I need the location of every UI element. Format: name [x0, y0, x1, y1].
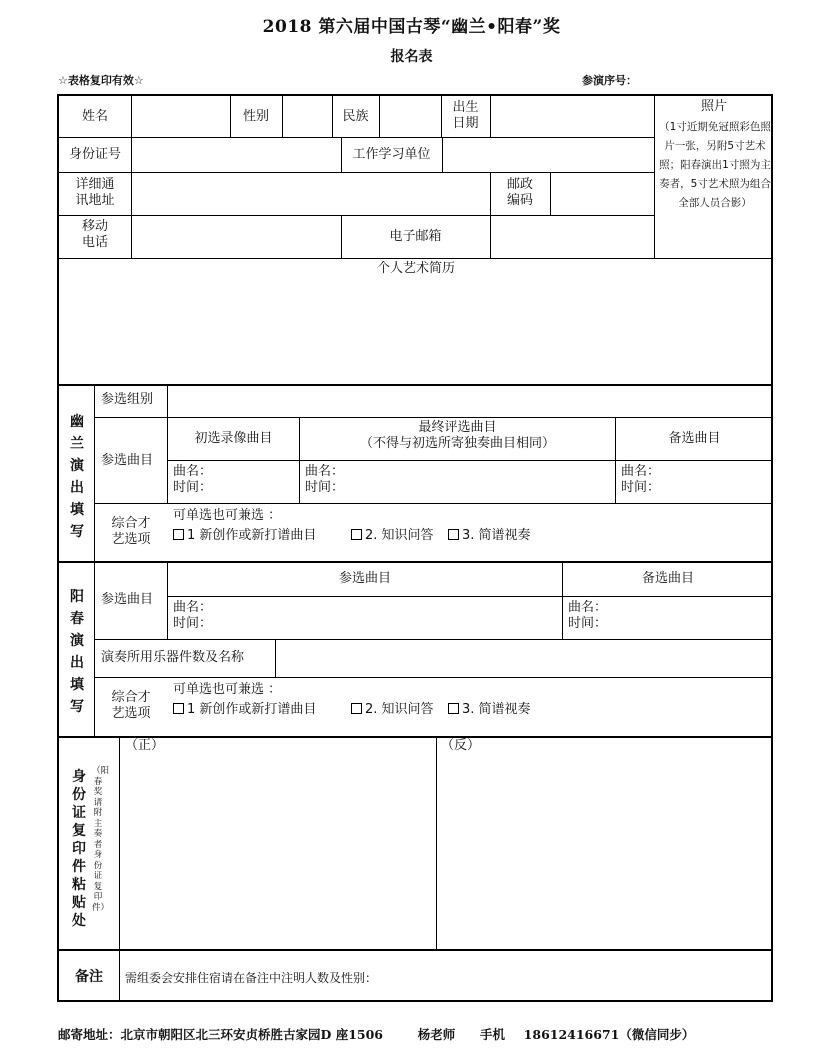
instruments-label: 演奏所用乐器件数及名称 — [101, 650, 245, 665]
id-copy-note: （阳春奖请附主奏者身份证复印件） — [92, 766, 110, 913]
form-title: 2018 第六届中国古琴“幽兰•阳春”奖 — [262, 17, 561, 37]
name-field[interactable] — [132, 96, 230, 137]
checkbox-icon — [448, 529, 459, 540]
contact-person: 杨老师 — [417, 1027, 456, 1042]
id-front-label: （正） — [125, 738, 165, 753]
form-subtitle: 报名表 — [390, 49, 433, 65]
remarks-label: 备注 — [75, 969, 103, 985]
resume-label: 个人艺术简历 — [376, 261, 455, 276]
youlan-final-header: 最终评选曲目 （不得与初选所寄独奏曲目相同） — [359, 420, 555, 451]
youlan-option-quiz[interactable]: 2. 知识问答 — [351, 528, 434, 544]
yangchun-chosen-song[interactable]: 曲名： 时间： — [173, 600, 213, 631]
yangchun-talent-hint: 可单选也可兼选 ： — [173, 682, 282, 697]
youlan-backup-song[interactable]: 曲名： 时间： — [621, 464, 661, 495]
youlan-final-song[interactable]: 曲名： 时间： — [305, 464, 345, 495]
phone-label: 手机 — [479, 1027, 505, 1042]
photo-note: （1寸近期免冠照彩色照片一张，另附5寸艺术照；阳春演出1寸照为主奏者，5寸艺术照为组合全部人员合影） — [659, 121, 771, 209]
remarks-field[interactable] — [120, 988, 773, 1002]
registration-form — [57, 94, 773, 1002]
email-field[interactable] — [491, 216, 654, 258]
resume-field[interactable] — [59, 278, 773, 384]
work-unit-field[interactable] — [443, 138, 654, 172]
mailing-address: 邮寄地址：北京市朝阳区北三环安贞桥胜古家园D 座1506 — [58, 1027, 383, 1042]
mobile-label: 移动 电话 — [81, 219, 108, 250]
checkbox-icon — [173, 703, 184, 714]
postal-code-field[interactable] — [551, 173, 654, 215]
instruments-field[interactable] — [276, 640, 773, 677]
mobile-field[interactable] — [132, 216, 341, 258]
id-front-paste-area[interactable] — [120, 756, 436, 949]
youlan-backup-header: 备选曲目 — [668, 431, 721, 446]
yangchun-option-new-composition[interactable]: 1 新创作或新打谱曲目 — [173, 702, 316, 718]
phone-number: 18612416671（微信同步） — [523, 1027, 695, 1042]
address-field[interactable] — [132, 173, 490, 215]
yangchun-option-quiz[interactable]: 2. 知识问答 — [351, 702, 434, 718]
yangchun-option-sight-reading[interactable]: 3. 简谱视奏 — [448, 702, 531, 718]
youlan-option-sight-reading[interactable]: 3. 简谱视奏 — [448, 528, 531, 544]
yangchun-chosen-header: 参选曲目 — [338, 571, 391, 586]
youlan-talent-hint: 可单选也可兼选 ： — [173, 508, 282, 523]
youlan-group-label: 参选组别 — [101, 392, 154, 407]
id-number-label: 身份证号 — [68, 147, 121, 162]
photo-title: 照片 — [700, 99, 727, 114]
yangchun-pieces-label: 参选曲目 — [101, 592, 154, 607]
youlan-option-new-composition[interactable]: 1 新创作或新打谱曲目 — [173, 528, 316, 544]
birth-date-label: 出生 日期 — [452, 100, 479, 131]
name-label: 姓名 — [81, 109, 108, 124]
remarks-instruction: 需组委会安排住宿请在备注中注明人数及性别： — [125, 971, 378, 985]
id-number-field[interactable] — [132, 138, 341, 172]
address-label: 详细通 讯地址 — [75, 177, 115, 208]
mailing-footer — [58, 1025, 694, 1043]
youlan-talent-label: 综合才 艺选项 — [111, 516, 151, 547]
id-back-paste-area[interactable] — [437, 756, 773, 949]
youlan-section-label: 幽兰演出填写 — [70, 414, 84, 540]
performance-order-label: 参演序号： — [582, 74, 637, 87]
id-back-label: （反） — [441, 738, 481, 753]
youlan-pieces-label: 参选曲目 — [101, 453, 154, 468]
ethnicity-field[interactable] — [380, 96, 441, 137]
yangchun-backup-header: 备选曲目 — [641, 571, 694, 586]
yangchun-section-label: 阳春演出填写 — [70, 589, 84, 715]
yangchun-backup-song[interactable]: 曲名： 时间： — [568, 600, 608, 631]
email-label: 电子邮箱 — [389, 229, 442, 244]
work-unit-label: 工作学习单位 — [352, 147, 431, 162]
postal-code-label: 邮政 编码 — [506, 177, 533, 208]
ethnicity-label: 民族 — [342, 109, 369, 124]
yangchun-talent-label: 综合才 艺选项 — [111, 690, 151, 721]
youlan-preliminary-header: 初选录像曲目 — [194, 431, 273, 446]
checkbox-icon — [173, 529, 184, 540]
birth-date-field[interactable] — [491, 96, 654, 137]
gender-field[interactable] — [283, 96, 332, 137]
youlan-group-field[interactable] — [168, 385, 773, 417]
gender-label: 性别 — [242, 109, 269, 124]
youlan-prelim-song[interactable]: 曲名： 时间： — [173, 464, 213, 495]
copy-valid-note: ☆表格复印有效☆ — [58, 74, 144, 87]
checkbox-icon — [351, 529, 362, 540]
id-copy-label: 身份证复印件粘贴处 — [72, 769, 86, 929]
checkbox-icon — [351, 703, 362, 714]
checkbox-icon — [448, 703, 459, 714]
